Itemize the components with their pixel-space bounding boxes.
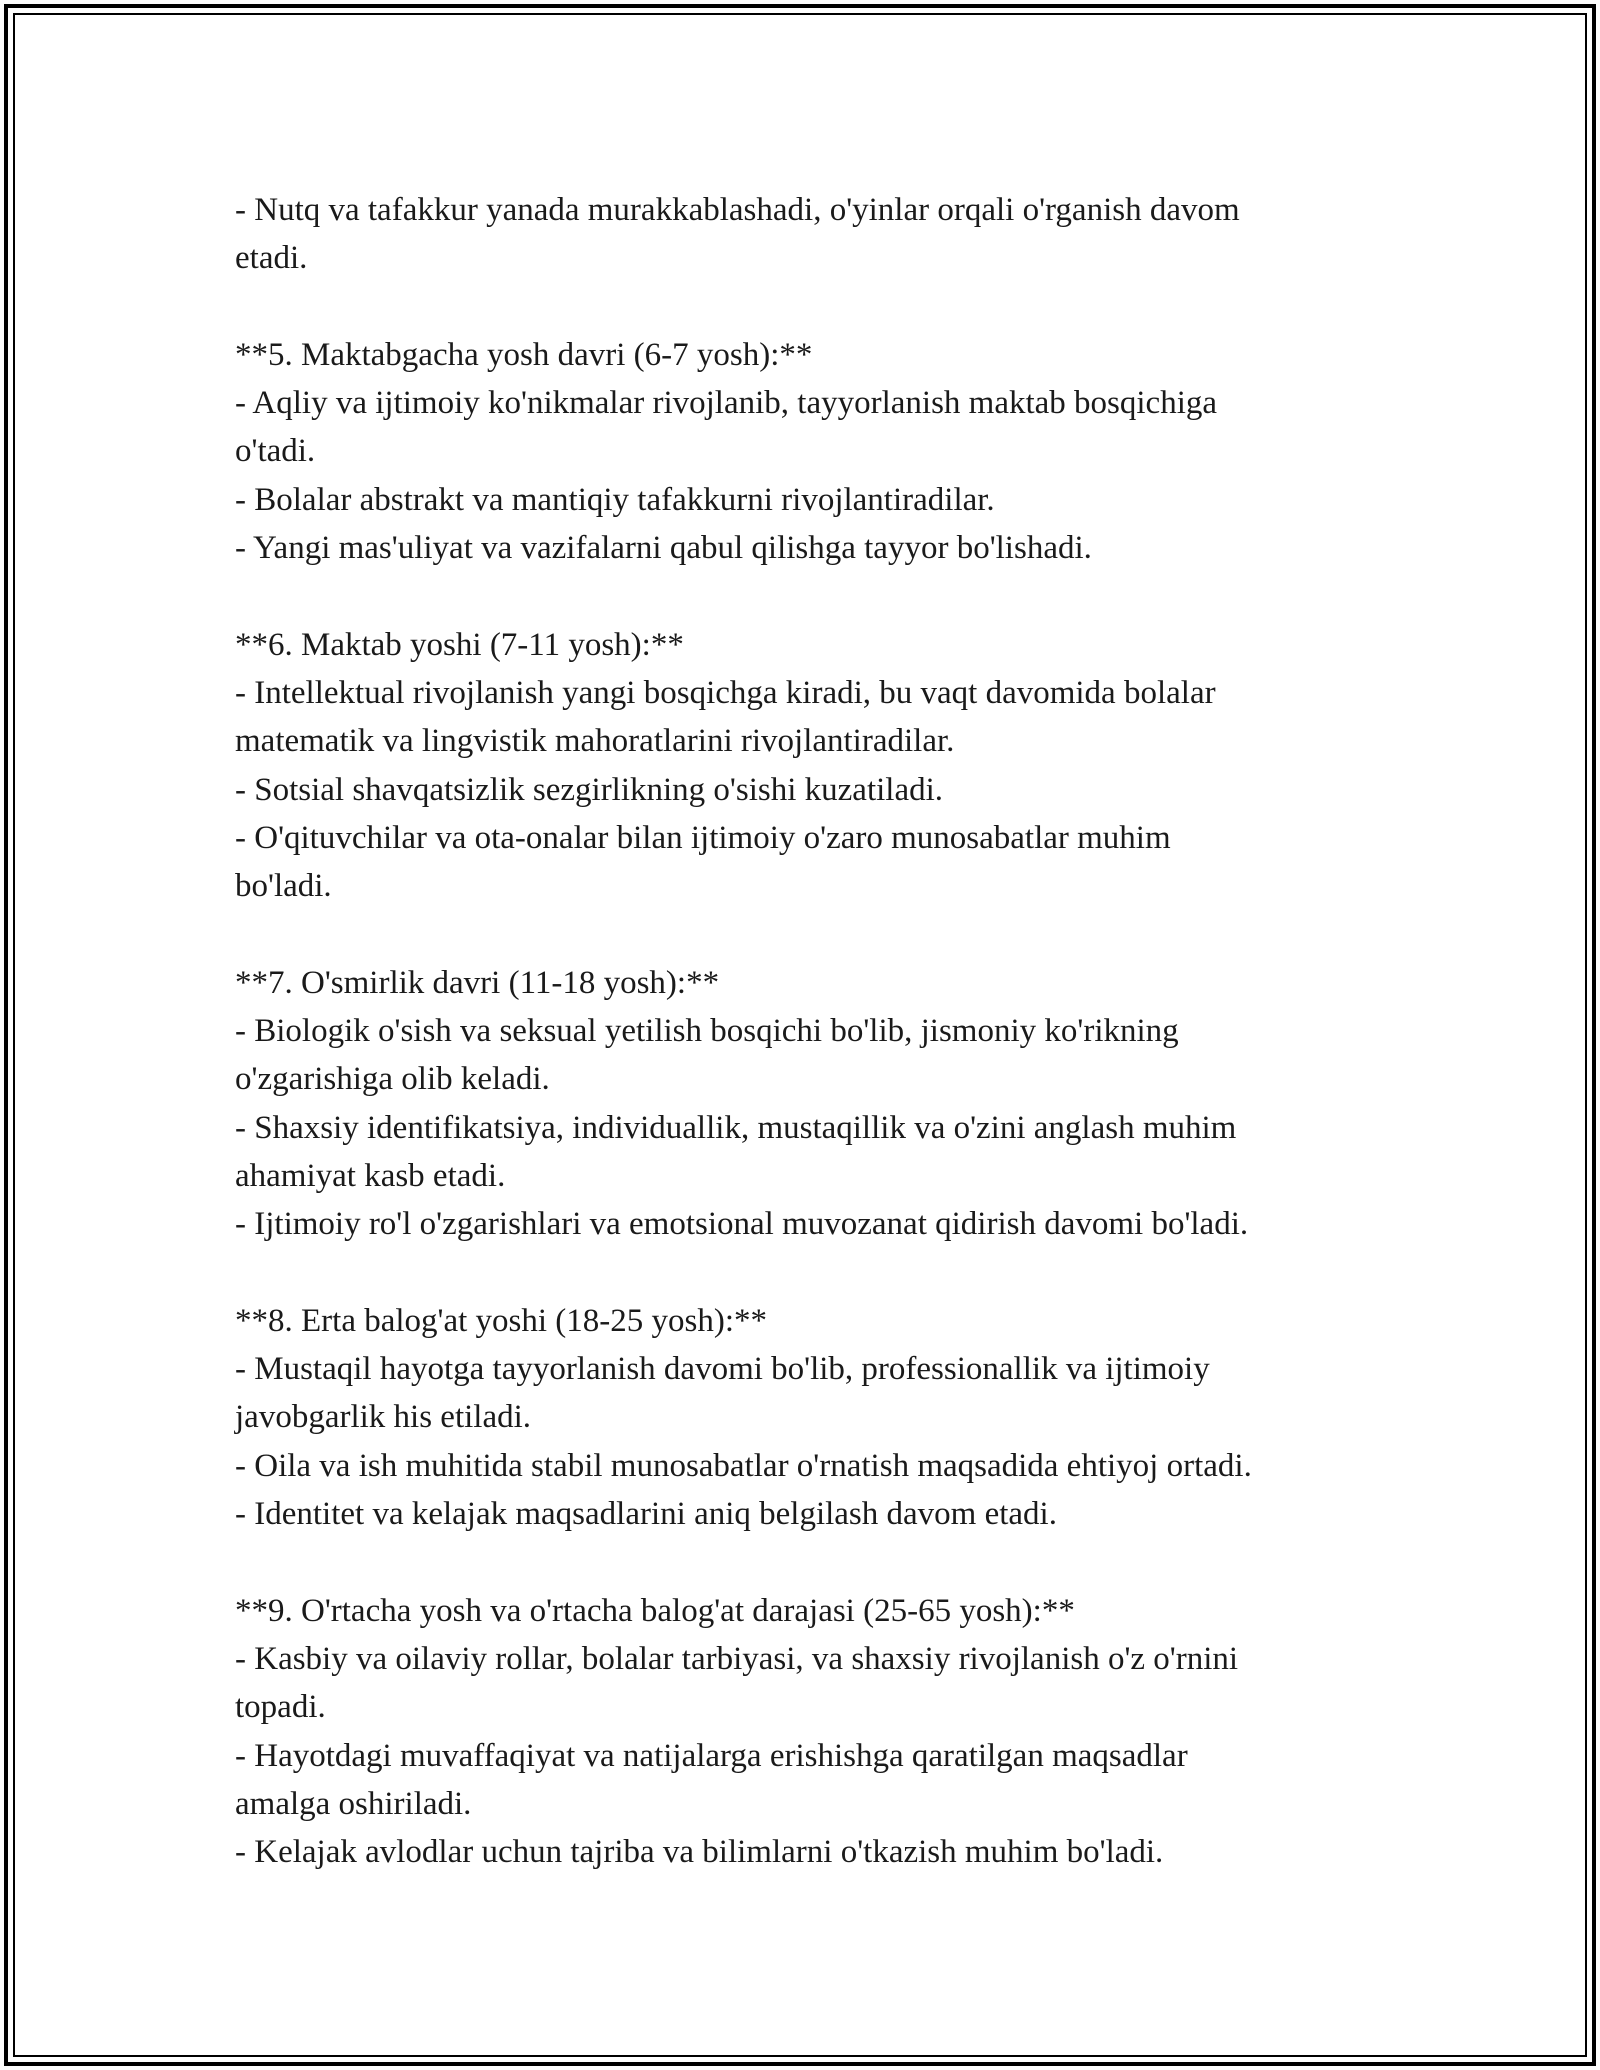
intro-item: [235, 186, 1380, 283]
section-heading: **8. Erta balog'at yoshi (18-25 yosh):**: [235, 1302, 768, 1339]
text-line: etadi.: [235, 240, 308, 277]
text-line: amalga oshiriladi.: [235, 1785, 472, 1822]
text-line: matematik va lingvistik mahoratlarini rivojlantiradilar.: [235, 723, 955, 760]
text-line: - Biologik o'sish va seksual yetilish bosqichi bo'lib, jismoniy ko'rikning: [235, 1013, 1179, 1050]
text-line: o'tadi.: [235, 433, 316, 470]
text-line: - Bolalar abstrakt va mantiqiy tafakkurni rivojlantiradilar.: [235, 481, 995, 518]
text-line: - Mustaqil hayotga tayyorlanish davomi bo'lib, professionallik va ijtimoiy: [235, 1351, 1210, 1388]
section-7: [235, 959, 1380, 1249]
text-line: - Yangi mas'uliyat va vazifalarni qabul qilishga tayyor bo'lishadi.: [235, 530, 1092, 567]
text-line: - Oila va ish muhitida stabil munosabatlar o'rnatish maqsadida ehtiyoj ortadi.: [235, 1447, 1252, 1484]
section-5: [235, 331, 1380, 572]
text-line: - Kelajak avlodlar uchun tajriba va bilimlarni o'tkazish muhim bo'ladi.: [235, 1834, 1164, 1871]
text-line: - Nutq va tafakkur yanada murakkablashadi, o'yinlar orqali o'rganish davom: [235, 192, 1240, 228]
text-line: - Aqliy va ijtimoiy ko'nikmalar rivojlanib, tayyorlanish maktab bosqichiga: [235, 385, 1218, 422]
section-heading: **7. O'smirlik davri (11-18 yosh):**: [235, 964, 720, 1001]
section-heading: **9. O'rtacha yosh va o'rtacha balog'at darajasi (25-65 yosh):**: [235, 1592, 1075, 1629]
section-heading: **6. Maktab yoshi (7-11 yosh):**: [235, 626, 684, 663]
section-8: [235, 1297, 1380, 1538]
document-body: [235, 186, 1380, 1876]
text-line: topadi.: [235, 1689, 326, 1726]
section-heading: **5. Maktabgacha yosh davri (6-7 yosh):**: [235, 336, 813, 373]
text-line: - Sotsial shavqatsizlik sezgirlikning o'sishi kuzatiladi.: [235, 771, 944, 808]
section-9: [235, 1587, 1380, 1877]
section-6: [235, 621, 1380, 911]
text-line: - Shaxsiy identifikatsiya, individuallik, mustaqillik va o'zini anglash muhim: [235, 1109, 1237, 1146]
text-line: - Ijtimoiy ro'l o'zgarishlari va emotsional muvozanat qidirish davomi bo'ladi.: [235, 1206, 1249, 1243]
text-line: - Intellektual rivojlanish yangi bosqichga kiradi, bu vaqt davomida bolalar: [235, 674, 1216, 711]
text-line: - Kasbiy va oilaviy rollar, bolalar tarbiyasi, va shaxsiy rivojlanish o'z o'rnini: [235, 1640, 1239, 1677]
text-line: - O'qituvchilar va ota-onalar bilan ijtimoiy o'zaro munosabatlar muhim: [235, 819, 1171, 856]
text-line: - Hayotdagi muvaffaqiyat va natijalarga erishishga qaratilgan maqsadlar: [235, 1737, 1188, 1774]
text-line: ahamiyat kasb etadi.: [235, 1157, 506, 1194]
text-line: - Identitet va kelajak maqsadlarini aniq belgilash davom etadi.: [235, 1496, 1057, 1533]
text-line: javobgarlik his etiladi.: [235, 1399, 532, 1436]
text-line: o'zgarishiga olib keladi.: [235, 1061, 550, 1098]
text-line: bo'ladi.: [235, 868, 332, 905]
